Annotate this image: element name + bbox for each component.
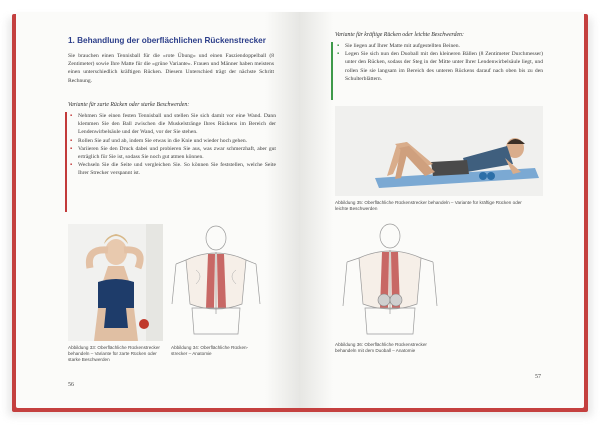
figure-caption-35: Abbildung 35: Oberflächliche Rückenstrecker behandeln – Variante für kräftige Rücken oder leichte Beschwerden (335, 200, 522, 212)
anatomy-illustration-back (168, 224, 263, 341)
list-item: ▪ Legen Sie sich nun den Duoball mit den kleineren Bällen (8 Zentimeter Durchmesser) unter den Rücken, sodass der Steg in der Mitte unter Ihrer Lendenwirbelsäule liegt, und rollen Sie sie langsam im Bereich des unteren Rückens darauf nach oben bis zu den Schulterblättern. (337, 50, 543, 83)
section-heading: 1. Behandlung der oberflächlichen Rückenstrecker (68, 36, 266, 45)
photo-man-lying-duoball (335, 106, 543, 196)
list-item: ▪ Variieren Sie den Druck dabei und probieren Sie aus, was zwar schmerzhaft, aber gut erträglich für Sie ist, sodass Sie noch gut atmen können. (70, 145, 276, 161)
list-item: ▪ Nehmen Sie einen festen Tennisball und stellen Sie sich damit vor eine Wand. Dann klemmen Sie den Ball zwischen die Muskelstränge Ihres Rückens im Bereich der Lendenwirbelsäule und der Wand, vor der Sie stehen. (70, 112, 276, 137)
bullet-list (70, 112, 276, 178)
figure-caption-33: Abbildung 33: Oberflächliche Rückenstrecker behandeln – Variante für zarte Rücken oder starke Beschwerden (68, 345, 160, 363)
left-page (16, 12, 299, 408)
page-number-left: 56 (68, 382, 74, 388)
intro-paragraph: Sie brauchen einen Tennisball für die »rote Übung« und einen Fasziendoppelball (8 Zentimeter) sowie Ihre Matte für die »grüne Variante«. Frauen und Männer haben meistens einen unterschiedlich kräftigen Rücken. Diesem Unterschied trägt der nächste Schritt Rechnung. (68, 53, 274, 84)
page-number-right: 57 (535, 374, 541, 380)
green-marker-bar (331, 42, 333, 100)
list-item: ▪ Wechseln Sie die Seite und vergleichen Sie. So können Sie feststellen, welche Seite Ihrer Strecker verspannt ist. (70, 161, 276, 177)
anatomy-illustration-duoball (335, 222, 445, 338)
right-page (299, 12, 584, 408)
red-marker-bar (65, 112, 67, 212)
bullet-list (337, 42, 543, 83)
list-item: ▪ Sie liegen auf Ihrer Matte mit aufgestellten Beinen. (337, 42, 543, 50)
variant-heading: Variante für zarte Rücken oder starke Beschwerden: (68, 102, 190, 108)
photo-woman-wall-exercise (68, 224, 163, 341)
list-item: ▪ Rollen Sie auf und ab, indem Sie etwas in die Knie und wieder hoch gehen. (70, 137, 276, 145)
figure-caption-36: Abbildung 36: Oberflächliche Rückenstrecker behandeln mit dem Duoball – Anatomie (335, 342, 427, 354)
variant-heading: Variante für kräftige Rücken oder leichte Beschwerden: (335, 32, 464, 38)
figure-caption-34: Abbildung 34: Oberflächliche Rückenstrecker – Anatomie (171, 345, 249, 357)
